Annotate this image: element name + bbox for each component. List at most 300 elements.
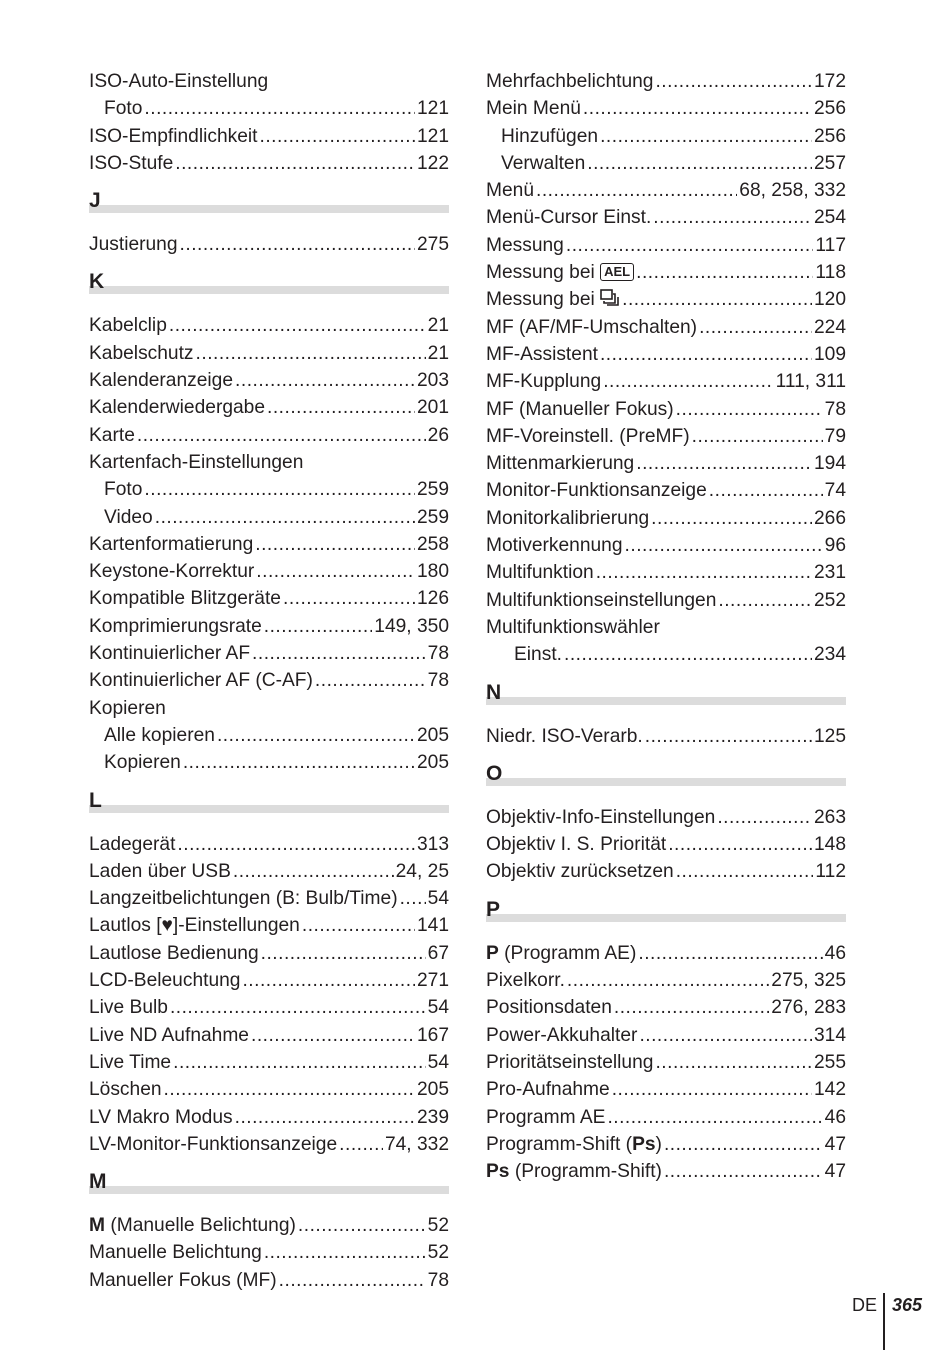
label-text: Langzeitbelichtungen (B: Bulb/Time) [89,888,398,910]
page-reference: 126 [416,588,449,610]
index-entry-label [486,68,653,95]
index-entry-label [104,749,181,776]
page-reference: 78 [824,398,846,420]
label-text: Motiverkennung [486,535,623,557]
page-reference: 231 [813,562,846,584]
page-reference: 54 [427,997,449,1019]
section-letter: N [486,680,502,704]
index-entry [89,340,449,367]
page-reference: 96 [824,535,846,557]
page-reference: 121 [416,98,449,120]
dot-leader [235,367,415,394]
label-text: Menü [486,180,534,202]
sequential-shooting-icon [600,288,620,306]
page-reference: 52 [427,1242,449,1264]
label-text: Keystone-Korrektur [89,561,255,583]
index-entry [89,1212,449,1239]
index-entry-label [486,831,666,858]
dot-leader [169,312,426,339]
index-entry-label [486,286,620,313]
label-text: Objektiv zurücksetzen [486,861,674,883]
index-entry-label [89,967,240,994]
dot-leader [235,1104,415,1131]
dot-leader [315,667,426,694]
page-reference: 271 [416,970,449,992]
page-reference: 314 [813,1024,846,1046]
index-entry-label [486,723,643,750]
page-reference: 24, 25 [395,860,449,882]
index-entry [89,312,449,339]
index-entry-label [89,394,265,421]
label-text: Multifunktionswähler [486,616,660,638]
label-text: Power-Akkuhalter [486,1024,638,1046]
dot-leader [603,368,773,395]
section-letter: J [89,189,101,213]
dot-leader [718,587,812,614]
index-entry [89,231,449,258]
index-entry-label [89,1239,262,1266]
label-text: (Manuelle Belichtung) [104,1215,296,1237]
index-entry [486,232,846,259]
index-entry-label [89,1131,337,1158]
label-text: Justierung [89,234,178,256]
index-entry [89,1022,449,1049]
index-entry-label [89,831,175,858]
index-entry-label [486,368,601,395]
index-entry [89,613,449,640]
dot-leader [636,259,813,286]
index-entry-label [89,640,250,667]
dot-leader [144,476,415,503]
label-text: Kabelclip [89,315,167,337]
page-reference: 109 [813,343,846,365]
page-reference: 121 [416,125,449,147]
dot-leader [600,341,812,368]
page-reference: 194 [813,453,846,475]
index-entry [89,640,449,667]
dot-leader [302,912,415,939]
label-text: ISO-Stufe [89,152,174,174]
label-text: Foto [104,98,143,120]
label-text: LCD-Beleuchtung [89,970,241,992]
page-reference: 239 [416,1106,449,1128]
index-entry-label [89,340,194,367]
index-entry-label [486,994,612,1021]
label-text: Einst. [514,644,562,666]
index-entry-label [104,722,215,749]
label-text: Mittenmarkierung [486,453,635,475]
page-reference: 205 [416,724,449,746]
dot-leader [655,1049,812,1076]
section-header [89,1158,449,1212]
mode-symbol: P [486,942,499,964]
index-entry [89,885,449,912]
dot-leader [217,722,415,749]
label-text: Foto [104,479,143,501]
dot-leader [622,286,812,313]
page-reference: 259 [416,479,449,501]
index-entry-label [486,532,623,559]
label-text: Live ND Aufnahme [89,1024,249,1046]
index-entry-label [501,123,598,150]
section-header [486,750,846,804]
label-text: Karte [89,424,135,446]
page-reference: 26 [427,424,449,446]
index-entry-label [486,341,598,368]
index-entry [89,1076,449,1103]
section-letter: O [486,761,503,785]
index-entry [89,831,449,858]
index-entry [89,558,449,585]
page-reference: 266 [813,507,846,529]
page-reference: 142 [813,1079,846,1101]
index-entry-label [104,476,142,503]
label-text: Laden über USB [89,860,231,882]
index-entry [486,505,846,532]
dot-leader [564,641,812,668]
index-entry-label [89,1076,162,1103]
index-entry [89,422,449,449]
label-text: Multifunktionseinstellungen [486,589,717,611]
page-reference: 120 [813,289,846,311]
label-text: Verwalten [501,152,586,174]
index-entry-label [486,1104,605,1131]
ael-icon: AEL [600,263,634,281]
index-entry [486,587,846,614]
page-reference: 148 [813,834,846,856]
mode-symbol: Ps [632,1133,656,1155]
index-entry [486,804,846,831]
dot-leader [183,749,415,776]
label-text: Multifunktion [486,562,594,584]
page-number: 365 [892,1295,923,1315]
label-text: Messung bei [486,289,601,311]
page-reference: 313 [416,833,449,855]
label-text: (Programm AE) [498,942,637,964]
dot-leader [664,1158,823,1185]
label-text: Pixelkorr. [486,970,565,992]
index-entry-label [486,1131,662,1158]
section-header [486,669,846,723]
index-entry-label [486,396,674,423]
mode-symbol: Ps [486,1161,510,1183]
index-entry [89,1049,449,1076]
page-reference: 112 [815,861,846,883]
page-reference: 67 [427,942,449,964]
index-entry [89,150,449,177]
page-reference: 79 [824,425,846,447]
index-entry-label [486,314,697,341]
index-entry-label [89,558,254,585]
page-reference: 47 [824,1161,846,1183]
page-reference: 125 [813,725,846,747]
page-reference: 257 [813,152,846,174]
page-reference: 180 [416,561,449,583]
dot-leader [137,422,426,449]
index-entry [486,1158,846,1185]
dot-leader [655,68,812,95]
page-reference: 117 [815,234,846,256]
index-entry-label [89,68,268,95]
dot-leader [638,940,822,967]
index-entry-label [89,367,233,394]
index-entry-label [89,531,253,558]
label-text: MF-Kupplung [486,371,602,393]
index-entry [89,449,449,476]
page-reference: 74 [824,480,846,502]
index-column-left [89,68,449,1294]
dot-leader [256,558,415,585]
dot-leader [298,1212,426,1239]
dot-leader [692,423,823,450]
index-entry [486,641,846,668]
label-text: Messung bei [486,262,601,284]
index-entry-label [514,641,562,668]
index-entry [486,858,846,885]
dot-leader [259,123,415,150]
page-reference: 111, 311 [775,371,846,393]
dot-leader [261,940,426,967]
index-entry [486,68,846,95]
index-entry [486,831,846,858]
index-entry [486,477,846,504]
dot-leader [600,123,812,150]
index-entry [486,1022,846,1049]
index-entry [486,95,846,122]
section-letter: L [89,788,102,812]
dot-leader [339,1131,383,1158]
dot-leader [196,340,426,367]
dot-leader [614,994,769,1021]
dot-leader [400,885,426,912]
index-entry [486,368,846,395]
dot-leader [636,450,812,477]
index-column-right [486,68,846,1185]
dot-leader [283,585,415,612]
index-entry [486,967,846,994]
page-reference: 122 [416,152,449,174]
index-entry-label [89,1267,277,1294]
index-entry-label [104,504,153,531]
page-reference: 78 [427,643,449,665]
index-entry-label [89,695,166,722]
label-text: Manueller Fokus (MF) [89,1269,277,1291]
index-entry-label [89,422,135,449]
label-text: Ladegerät [89,833,176,855]
section-header [486,886,846,940]
index-entry-label [104,95,142,122]
index-entry-label [89,231,178,258]
page-reference: 21 [427,342,449,364]
index-entry [486,150,846,177]
page-reference: 256 [813,98,846,120]
index-entry [89,585,449,612]
dot-leader [264,613,373,640]
index-entry-label [486,1022,637,1049]
label-text: Kontinuierlicher AF [89,643,251,665]
page-reference: 205 [416,752,449,774]
page-reference: 21 [427,315,449,337]
label-text: Niedr. ISO-Verarb. [486,725,643,747]
dot-leader [676,858,814,885]
index-entry-label [486,1158,662,1185]
label-text: MF-Assistent [486,343,598,365]
index-entry [89,912,449,939]
index-entry [486,177,846,204]
section-letter: K [89,270,105,294]
index-entry [89,667,449,694]
index-entry-label [486,614,660,641]
label-text: Lautlos [♥]-Einstellungen [89,915,300,937]
index-entry-label [501,150,585,177]
dot-leader [699,314,812,341]
index-entry [89,394,449,421]
dot-leader [144,95,415,122]
dot-leader [251,1022,415,1049]
label-text: Kontinuierlicher AF (C-AF) [89,670,313,692]
label-text: ISO-Empfindlichkeit [89,125,258,147]
page-reference: 259 [416,506,449,528]
index-entry-label [486,559,594,586]
label-text: Pro-Aufnahme [486,1079,610,1101]
index-entry [486,723,846,750]
index-entry [89,722,449,749]
label-text: Live Time [89,1051,172,1073]
label-text: Mehrfachbelichtung [486,71,654,92]
label-text: Kartenfach-Einstellungen [89,451,304,473]
index-entry [89,504,449,531]
label-text: Kompatible Blitzgeräte [89,588,281,610]
index-entry-label [89,940,259,967]
index-entry [486,204,846,231]
index-entry [486,123,846,150]
page-reference: 78 [427,670,449,692]
label-text: LV-Monitor-Funktionsanzeige [89,1133,338,1155]
dot-leader [173,1049,426,1076]
dot-leader [264,1239,426,1266]
dot-leader [651,505,812,532]
index-entry-label [89,1212,296,1239]
index-entry-label [486,450,634,477]
page-reference: 46 [824,1106,846,1128]
index-entry-label [89,585,281,612]
index-entry [89,68,449,95]
index-entry [486,532,846,559]
dot-leader [164,1076,415,1103]
page-reference: 149, 350 [374,615,449,637]
label-text: Kalenderwiedergabe [89,397,266,419]
page-reference: 54 [427,1051,449,1073]
index-entry [89,531,449,558]
index-entry [486,614,846,641]
label-text: Löschen [89,1079,162,1101]
index-entry-label [89,150,173,177]
dot-leader [536,177,737,204]
label-text: Live Bulb [89,997,168,1019]
dot-leader [267,394,415,421]
index-entry-label [89,885,398,912]
index-entry-label [486,177,534,204]
language-code: DE [852,1295,878,1315]
dot-leader [596,559,812,586]
dot-leader [255,531,415,558]
dot-leader [567,967,769,994]
label-text: Kopieren [89,697,166,719]
index-entry-label [486,423,690,450]
section-header [89,177,449,231]
label-text: MF (Manueller Fokus) [486,398,674,420]
index-entry-label [89,449,303,476]
label-text: Komprimierungsrate [89,615,262,637]
index-entry [89,695,449,722]
index-entry [89,367,449,394]
index-entry-label [89,1022,249,1049]
dot-leader [664,1131,823,1158]
page-reference: 234 [813,644,846,666]
index-entry-label [486,259,634,286]
page-reference: 256 [813,125,846,147]
label-text: MF (AF/MF-Umschalten) [486,316,698,338]
index-entry-label [486,858,674,885]
section-header [89,258,449,312]
dot-leader [612,1076,812,1103]
index-entry [486,1131,846,1158]
page-reference: 46 [824,942,846,964]
page-reference: 252 [813,589,846,611]
index-entry [89,994,449,1021]
dot-leader [653,204,812,231]
dot-leader [155,504,415,531]
index-entry [89,123,449,150]
index-entry [89,749,449,776]
page-reference: 167 [416,1024,449,1046]
label-text: Mein Menü [486,98,581,120]
label-text: Hinzufügen [501,125,599,147]
dot-leader [177,831,415,858]
dot-leader [233,858,394,885]
index-entry-label [89,858,231,885]
index-entry [89,1267,449,1294]
index-entry [89,940,449,967]
dot-leader [717,804,812,831]
page-reference: 47 [824,1133,846,1155]
label-text: Objektiv I. S. Priorität [486,834,667,856]
label-text: Menü-Cursor Einst. [486,207,652,229]
index-entry [486,314,846,341]
page-reference: 255 [813,1051,846,1073]
index-entry [89,476,449,503]
footer-divider [883,1293,885,1350]
index-entry-label [89,613,262,640]
label-text: Monitorkalibrierung [486,507,650,529]
dot-leader [668,831,812,858]
label-text: LV Makro Modus [89,1106,233,1128]
index-entry [89,967,449,994]
index-entry-label [486,505,649,532]
page-reference: 275 [416,234,449,256]
section-letter: M [89,1170,107,1194]
index-entry [486,1076,846,1103]
index-entry [486,286,846,313]
page-reference: 172 [813,71,846,92]
index-entry-label [486,940,636,967]
index-entry-label [486,804,715,831]
label-text: ISO-Auto-Einstellung [89,71,269,92]
page-reference: 141 [416,915,449,937]
index-entry [486,994,846,1021]
page-reference: 54 [427,888,449,910]
page-reference: 276, 283 [771,997,846,1019]
